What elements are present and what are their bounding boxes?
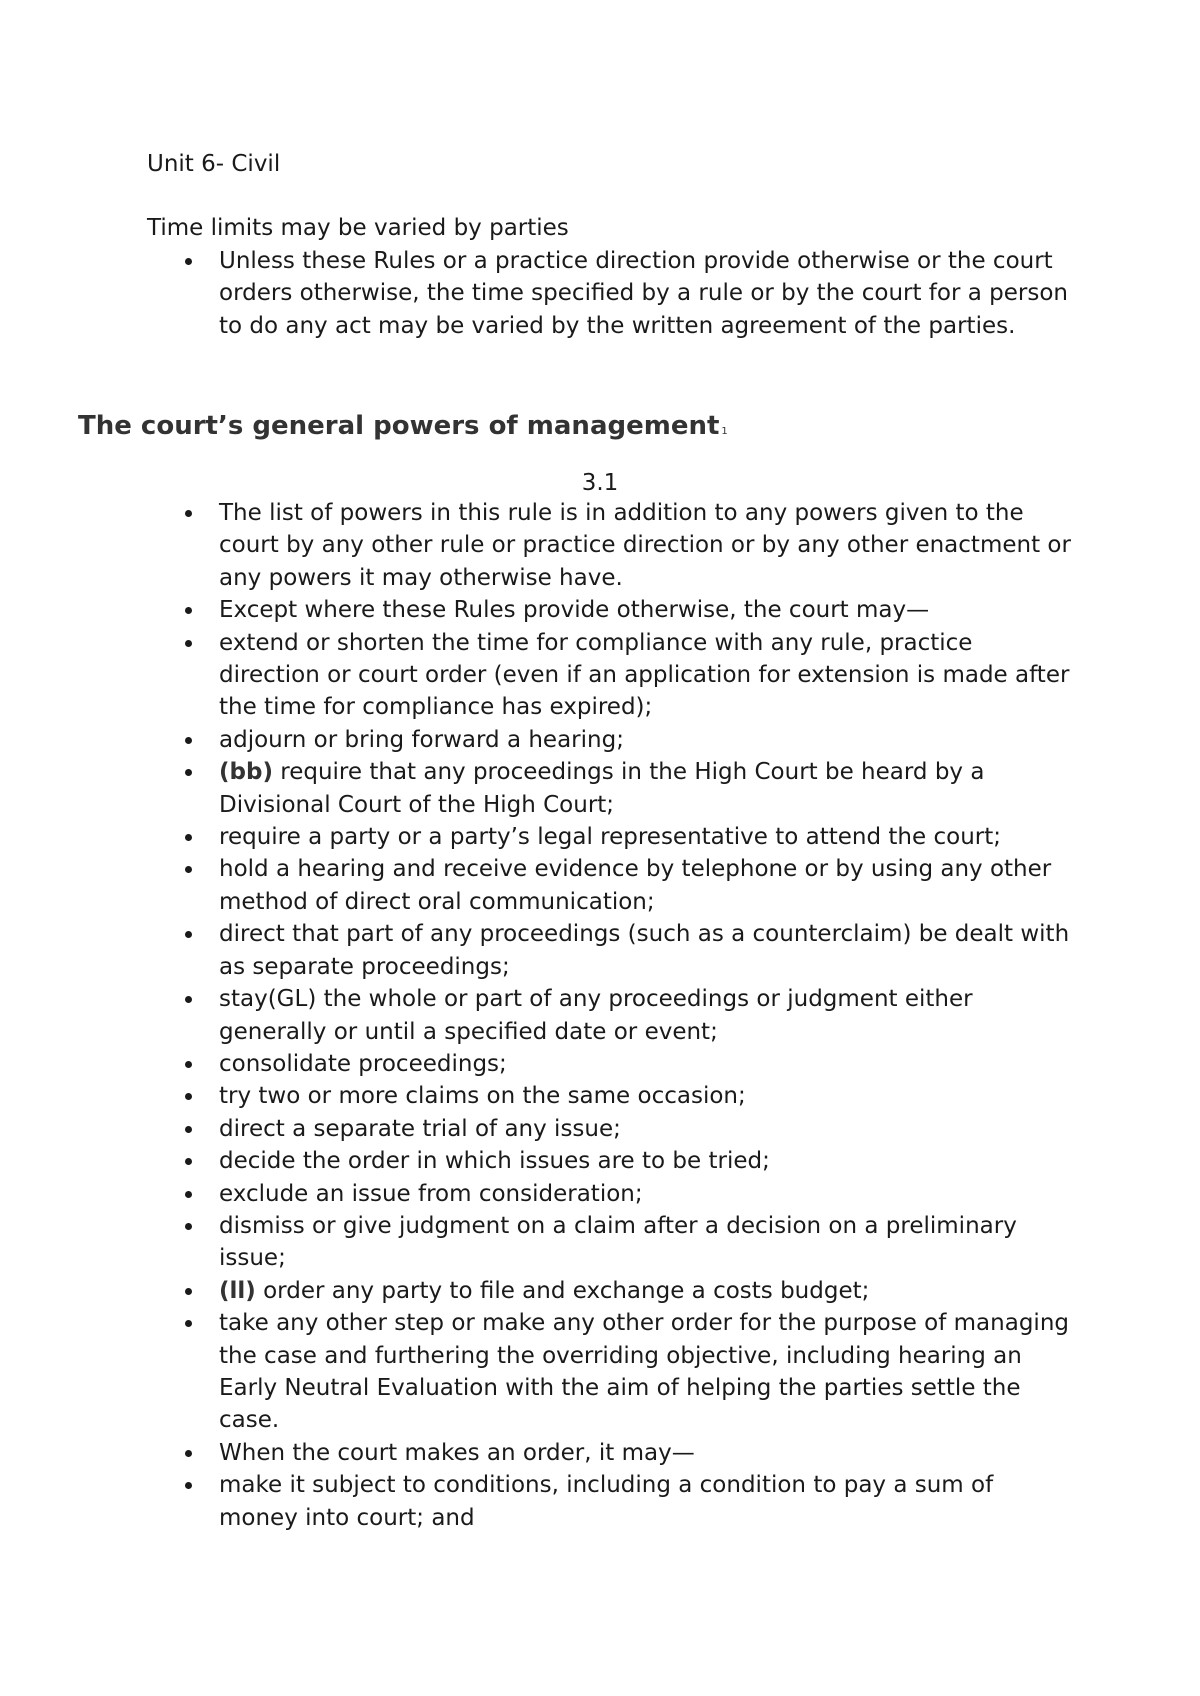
list-item [147,1307,1077,1437]
heading-text: The court’s general powers of management [78,411,720,441]
list-item [147,497,1077,594]
item-text: make it subject to conditions, including a condition to pay a sum of money into court; and [219,1472,994,1531]
item-text: dismiss or give judgment on a claim after a decision on a preliminary issue; [219,1212,1017,1272]
item-text: take any other step or make any other order for the purpose of managing the case and furthering the overriding objective, including hearing an Early Neutral Evaluation with the aim of helping the parties settle the case. [219,1310,1069,1434]
list-item [147,918,1077,983]
list-item [147,724,1077,756]
list-item [147,756,1077,821]
item-text: exclude an issue from consideration; [219,1180,643,1207]
list-item [147,1275,1077,1307]
footnote-marker: 1 [721,426,728,437]
list-item [147,1469,1077,1534]
item-text: direct a separate trial of any issue; [219,1115,621,1142]
item-text: consolidate proceedings; [219,1050,507,1077]
item-text: Except where these Rules provide otherwise, the court may— [219,597,930,624]
rule-number: 3.1 [581,470,619,496]
list-item [147,1437,1077,1469]
item-text: When the court makes an order, it may— [219,1439,695,1466]
section-intro: Time limits may be varied by parties [147,215,569,241]
item-text: adjourn or bring forward a hearing; [219,726,624,753]
list-item [147,1113,1077,1145]
item-text: direct that part of any proceedings (such as a counterclaim) be dealt with as separate proceedings; [219,921,1070,980]
item-text: extend or shorten the time for compliance with any rule, practice direction or court order (even if an application for extension is made after the time for compliance has expired); [219,629,1070,721]
item-reference: (bb) [219,759,273,786]
time-limits-list [147,245,1077,342]
list-item [147,1080,1077,1112]
item-text: decide the order in which issues are to be tried; [219,1148,770,1175]
list-item [147,853,1077,918]
list-item [147,594,1077,626]
list-item [147,627,1077,724]
powers-list [147,497,1077,1534]
list-item [147,983,1077,1048]
item-text: stay(GL) the whole or part of any proceedings or judgment either generally or until a specified date or event; [219,986,973,1045]
item-text: hold a hearing and receive evidence by telephone or by using any other method of direct oral communication; [219,856,1052,915]
item-text: order any party to file and exchange a costs budget; [255,1277,870,1304]
item-reference: (ll) [219,1277,256,1304]
section-heading [78,408,728,444]
item-text: require a party or a party’s legal representative to attend the court; [219,824,1001,851]
unit-title: Unit 6- Civil [147,151,281,177]
list-item [147,1048,1077,1080]
list-item: Unless these Rules or a practice direction provide otherwise or the court orders otherwise, the time specified by a rule or by the court for a person to do any act may be varied by the written agreement of the parties. [147,245,1077,342]
list-item [147,1210,1077,1275]
item-text: require that any proceedings in the High Court be heard by a Divisional Court of the High Court; [219,759,985,818]
item-text: The list of powers in this rule is in addition to any powers given to the court by any other rule or practice direction or by any other enactment or any powers it may otherwise have. [219,500,1071,591]
item-text: try two or more claims on the same occasion; [219,1083,746,1110]
list-item [147,1178,1077,1210]
list-item [147,821,1077,853]
list-item [147,1145,1077,1177]
